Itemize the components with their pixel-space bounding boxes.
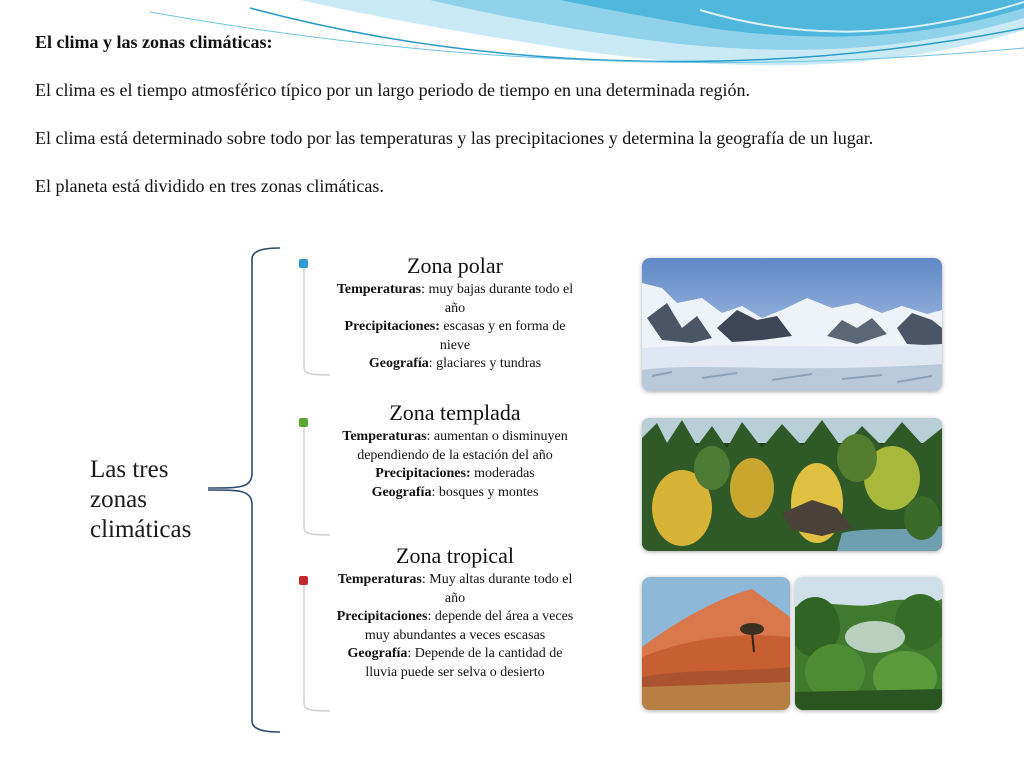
temperature-label: Temperaturas — [342, 429, 427, 444]
zone-templada — [330, 399, 580, 502]
polar-glacier-photo — [642, 258, 942, 391]
zone-polar-temperature — [330, 281, 580, 318]
main-label-line-2: zonas — [90, 486, 147, 513]
precipitation-text: : depende del área a veces muy abundantes a veces escasas — [364, 609, 574, 643]
zone-polar-marker — [299, 259, 308, 268]
zone-templada-temperature — [330, 428, 580, 465]
main-label-line-3: climáticas — [90, 516, 192, 543]
precipitation-text: escasas y en forma de nieve — [439, 319, 566, 353]
main-label-line-1: Las tres — [90, 456, 169, 483]
zone-templada-title: Zona templada — [389, 400, 521, 425]
zone-templada-marker — [299, 418, 308, 427]
temperate-forest-photo — [642, 418, 942, 551]
temperature-text: : aumentan o disminuyen dependiendo de la estación del año — [357, 429, 568, 463]
zone-templada-precipitation — [330, 465, 580, 484]
geography-label: Geografía — [368, 356, 429, 371]
tropical-jungle-photo — [795, 577, 942, 710]
geography-label: Geografía — [347, 646, 408, 661]
zone-tropical-geography — [330, 645, 580, 682]
precipitation-label: Precipitaciones: — [344, 319, 440, 334]
zone-polar-precipitation — [330, 318, 580, 355]
geography-label: Geografía — [371, 484, 432, 500]
zone-polar — [330, 252, 580, 374]
zone-tropical — [330, 542, 580, 682]
zone-tropical-precipitation — [330, 608, 580, 645]
geography-text: : glaciares y tundras — [428, 356, 542, 371]
geography-text: : bosques y montes — [431, 484, 539, 500]
zone-tropical-marker — [299, 576, 308, 585]
intro-text — [35, 30, 985, 222]
temperature-text: : muy bajas durante todo el año — [421, 282, 574, 316]
intro-heading: El clima y las zonas climáticas: — [35, 32, 273, 52]
precipitation-label: Precipitaciones: — [375, 466, 471, 481]
intro-paragraph-3: El planeta está dividido en tres zonas climáticas. — [35, 176, 384, 196]
tropical-desert-photo — [642, 577, 790, 710]
geography-text: : Depende de la cantidad de lluvia puede ser selva o desierto — [365, 646, 563, 680]
zone-tropical-temperature — [330, 571, 580, 608]
precipitation-label: Precipitaciones — [336, 609, 428, 624]
temperature-label: Temperaturas — [336, 282, 422, 297]
zone-polar-geography — [330, 355, 580, 374]
temperature-label: Temperaturas — [337, 572, 422, 587]
intro-paragraph-1: El clima es el tiempo atmosférico típico por un largo periodo de tiempo en una determinada región. — [35, 80, 750, 100]
diagram-main-label — [90, 455, 191, 545]
precipitation-text: moderadas — [470, 466, 535, 481]
temperature-text: : Muy altas durante todo el año — [421, 572, 573, 606]
zone-polar-title: Zona polar — [407, 253, 503, 278]
zone-templada-geography — [330, 484, 580, 503]
intro-paragraph-2: El clima está determinado sobre todo por las temperaturas y las precipitaciones y determina la geografía de un lugar. — [35, 128, 874, 148]
zone-tropical-title: Zona tropical — [396, 543, 514, 568]
